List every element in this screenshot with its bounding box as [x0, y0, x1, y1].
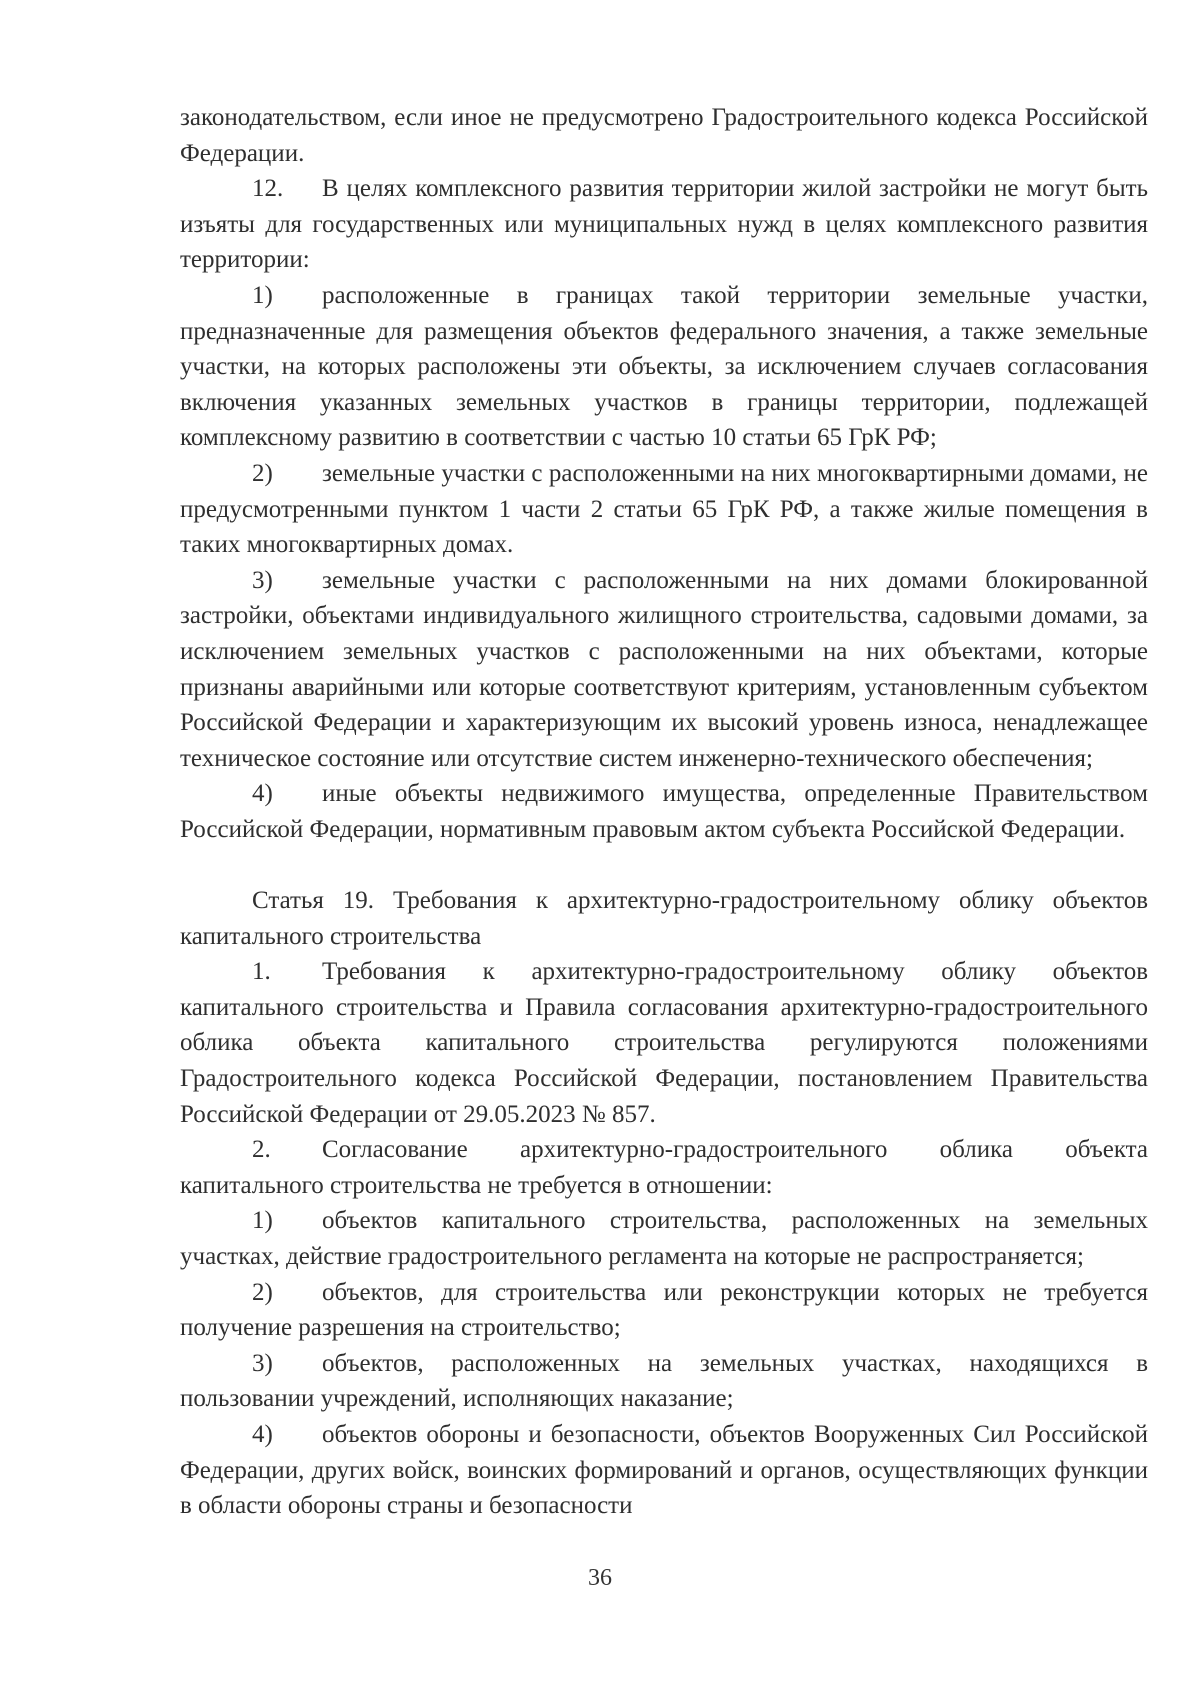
blank-line	[180, 847, 1148, 883]
paragraph-text: объектов, расположенных на земельных участках, находящихся в пользовании учреждений, исполняющих наказание;	[180, 1349, 1148, 1413]
article-item-2	[180, 1132, 1148, 1203]
item-number: 2)	[252, 459, 273, 487]
paragraph-text: расположенные в границах такой территории земельные участки, предназначенные для размещения объектов федерального значения, а также земельные участки, на которых расположены эти объекты, за исключением случаев согласования включения указанных земельных участков в границы территории, подлежащей комплексному развитию в соответствии с частью 10 статьи 65 ГрК РФ;	[180, 281, 1148, 452]
paragraph-text: земельные участки с расположенными на них домами блокированной застройки, объектами индивидуального жилищного строительства, садовыми домами, за исключением земельных участков с расположенными на них объектами, которые признаны аварийными или которые соответствуют критериям, установленным субъектом Российской Федерации и характеризующим их высокий уровень износа, ненадлежащее техническое состояние или отсутствие систем инженерно-технического обеспечения;	[180, 566, 1148, 772]
subitem-4	[180, 1417, 1148, 1524]
paragraph-continuation	[180, 100, 1148, 171]
paragraph-text: Согласование архитектурно-градостроительного облика объекта капитального строительства не требуется в отношении:	[180, 1136, 1148, 1199]
item-number: 2.	[252, 1136, 271, 1164]
item-number: 4)	[252, 1420, 273, 1448]
item-number: 1)	[252, 281, 273, 309]
paragraph-text: законодательством, если иное не предусмотрено Градостроительного кодекса Российской Федерации.	[180, 104, 1148, 167]
document-body	[180, 100, 1148, 1524]
subitem-3	[180, 563, 1148, 777]
page-number: 36	[588, 1565, 612, 1591]
subitem-1	[180, 1203, 1148, 1274]
paragraph-text: иные объекты недвижимого имущества, определенные Правительством Российской Федерации, нормативным правовым актом субъекта Российской Федерации.	[180, 780, 1148, 843]
article-19-heading	[180, 883, 1148, 954]
subitem-3	[180, 1346, 1148, 1417]
item-number: 2)	[252, 1278, 273, 1306]
article-title: Статья 19. Требования к архитектурно-градостроительному облику объектов капитального строительства	[180, 887, 1148, 950]
paragraph-text: земельные участки с расположенными на них многоквартирными домами, не предусмотренными пунктом 1 части 2 статьи 65 ГрК РФ, а также жилые помещения в таких многоквартирных домах.	[180, 459, 1148, 559]
paragraph-text: объектов, для строительства или реконструкции которых не требуется получение разрешения на строительство;	[180, 1278, 1148, 1342]
paragraph-text: объектов обороны и безопасности, объектов Вооруженных Сил Российской Федерации, других войск, воинских формирований и органов, осуществляющих функции в области обороны страны и безопасности	[180, 1420, 1148, 1520]
subitem-4	[180, 776, 1148, 847]
subitem-2	[180, 456, 1148, 563]
paragraph-text: Требования к архитектурно-градостроительному облику объектов капитального строительства и Правила согласования архитектурно-градостроительного облика объекта капитального строительства регулируются положениями Градостроительного кодекса Российской Федерации, постановлением Правительства Российской Федерации от 29.05.2023 № 857.	[180, 958, 1148, 1128]
item-number: 3)	[252, 1349, 273, 1377]
article-item-1	[180, 954, 1148, 1132]
item-number: 1)	[252, 1207, 273, 1235]
item-number: 1.	[252, 958, 271, 986]
item-number: 4)	[252, 780, 273, 808]
subitem-1	[180, 278, 1148, 456]
paragraph-text: В целях комплексного развития территории жилой застройки не могут быть изъяты для государственных или муниципальных нужд в целях комплексного развития территории:	[180, 175, 1148, 274]
subitem-2	[180, 1275, 1148, 1346]
item-number: 3)	[252, 566, 273, 594]
paragraph-item-12	[180, 171, 1148, 278]
item-number: 12.	[252, 175, 284, 203]
paragraph-text: объектов капитального строительства, расположенных на земельных участках, действие градостроительного регламента на которые не распространяется;	[180, 1207, 1148, 1270]
